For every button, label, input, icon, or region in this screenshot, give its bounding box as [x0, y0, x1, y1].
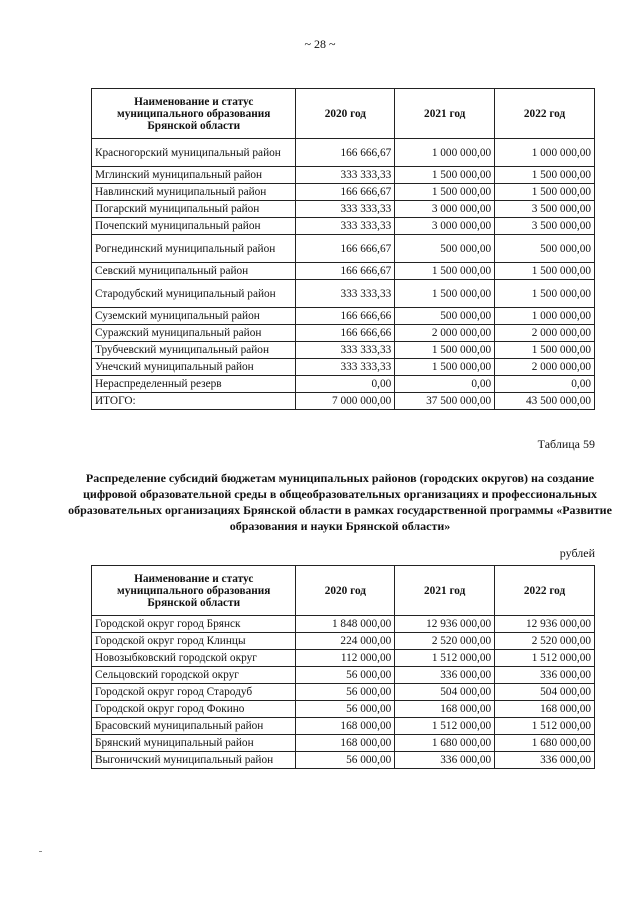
amount-cell: 168 000,00: [296, 735, 395, 752]
amount-cell: 1 512 000,00: [495, 650, 595, 667]
amount-cell: 56 000,00: [296, 684, 395, 701]
municipality-name-cell: Почепский муниципальный район: [92, 218, 296, 235]
municipality-name-cell: Погарский муниципальный район: [92, 201, 296, 218]
municipality-name-cell: Рогнединский муниципальный район: [92, 235, 296, 263]
table-row: [92, 263, 595, 280]
amount-cell: 3 500 000,00: [495, 218, 595, 235]
table-row: [92, 184, 595, 201]
table-row: [92, 359, 595, 376]
page-number: ~ 28 ~: [304, 37, 336, 51]
table-row: [92, 616, 595, 633]
municipality-name-cell: Новозыбковский городской округ: [92, 650, 296, 667]
municipality-name-cell: Городской округ город Стародуб: [92, 684, 296, 701]
amount-cell: 504 000,00: [395, 684, 495, 701]
column-header-2022: 2022 год: [495, 89, 595, 139]
column-header-2022: 2022 год: [495, 566, 595, 616]
amount-cell: 1 500 000,00: [495, 167, 595, 184]
amount-cell: 1 500 000,00: [395, 184, 495, 201]
table-row: [92, 201, 595, 218]
amount-cell: 56 000,00: [296, 701, 395, 718]
table-row: [92, 735, 595, 752]
table-row: [92, 752, 595, 769]
amount-cell: 504 000,00: [495, 684, 595, 701]
amount-cell: 1 512 000,00: [395, 650, 495, 667]
municipality-name-cell: Городской округ город Брянск: [92, 616, 296, 633]
municipality-name-cell: Сельцовский городской округ: [92, 667, 296, 684]
amount-cell: 333 333,33: [296, 359, 395, 376]
table-header-row: [92, 566, 595, 616]
amount-cell: 168 000,00: [395, 701, 495, 718]
scan-artifact: [39, 851, 42, 852]
amount-cell: 1 500 000,00: [495, 342, 595, 359]
amount-cell: 336 000,00: [495, 667, 595, 684]
table-row: [92, 139, 595, 167]
table-row: [92, 308, 595, 325]
amount-cell: 1 500 000,00: [395, 342, 495, 359]
amount-cell: 43 500 000,00: [495, 393, 595, 410]
municipality-name-cell: Брянский муниципальный район: [92, 735, 296, 752]
amount-cell: 1 500 000,00: [495, 280, 595, 308]
amount-cell: 2 000 000,00: [495, 325, 595, 342]
amount-cell: 166 666,67: [296, 139, 395, 167]
municipality-name-cell: Городской округ город Клинцы: [92, 633, 296, 650]
amount-cell: 1 680 000,00: [495, 735, 595, 752]
municipality-name-cell: Севский муниципальный район: [92, 263, 296, 280]
amount-cell: 2 000 000,00: [495, 359, 595, 376]
amount-cell: 1 500 000,00: [395, 280, 495, 308]
amount-cell: 1 500 000,00: [495, 184, 595, 201]
amount-cell: 166 666,67: [296, 184, 395, 201]
amount-cell: 336 000,00: [395, 667, 495, 684]
table-heading: Распределение субсидий бюджетам муниципальных районов (городских округов) на создание цифровой образовательной среды в общеобразовательных организациях и профессиональных образовательных организациях Брянской области в рамках государственной программы «Развитие образования и науки Брянской области»: [68, 471, 612, 533]
currency-unit: рублей: [559, 546, 595, 560]
amount-cell: 168 000,00: [495, 701, 595, 718]
municipality-name-cell: Унечский муниципальный район: [92, 359, 296, 376]
amount-cell: 1 500 000,00: [495, 263, 595, 280]
amount-cell: 1 680 000,00: [395, 735, 495, 752]
amount-cell: 1 000 000,00: [495, 308, 595, 325]
table-row: [92, 167, 595, 184]
amount-cell: 333 333,33: [296, 167, 395, 184]
amount-cell: 224 000,00: [296, 633, 395, 650]
amount-cell: 336 000,00: [495, 752, 595, 769]
amount-cell: 166 666,67: [296, 263, 395, 280]
table-row: [92, 701, 595, 718]
amount-cell: 0,00: [296, 376, 395, 393]
amount-cell: 500 000,00: [395, 308, 495, 325]
column-header-municipality: Наименование и статус муниципального образования Брянской области: [92, 566, 296, 616]
amount-cell: 336 000,00: [395, 752, 495, 769]
column-header-2020: 2020 год: [296, 566, 395, 616]
table-row: [92, 376, 595, 393]
municipality-name-cell: Красногорский муниципальный район: [92, 139, 296, 167]
amount-cell: 37 500 000,00: [395, 393, 495, 410]
municipality-name-cell: ИТОГО:: [92, 393, 296, 410]
table-row: [92, 393, 595, 410]
amount-cell: 0,00: [395, 376, 495, 393]
amount-cell: 166 666,66: [296, 325, 395, 342]
municipality-name-cell: Стародубский муниципальный район: [92, 280, 296, 308]
amount-cell: 112 000,00: [296, 650, 395, 667]
amount-cell: 2 520 000,00: [495, 633, 595, 650]
table-row: [92, 718, 595, 735]
table-row: [92, 280, 595, 308]
amount-cell: 333 333,33: [296, 342, 395, 359]
table-header-row: [92, 89, 595, 139]
amount-cell: 333 333,33: [296, 201, 395, 218]
amount-cell: 0,00: [495, 376, 595, 393]
amount-cell: 2 520 000,00: [395, 633, 495, 650]
amount-cell: 3 500 000,00: [495, 201, 595, 218]
municipality-name-cell: Суземский муниципальный район: [92, 308, 296, 325]
table-number-label: Таблица 59: [537, 437, 595, 451]
digital-environment-subsidy-table: [91, 565, 595, 769]
column-header-2021: 2021 год: [395, 566, 495, 616]
amount-cell: 333 333,33: [296, 280, 395, 308]
table-row: [92, 342, 595, 359]
amount-cell: 1 000 000,00: [395, 139, 495, 167]
amount-cell: 500 000,00: [395, 235, 495, 263]
column-header-2020: 2020 год: [296, 89, 395, 139]
table-row: [92, 650, 595, 667]
municipality-name-cell: Мглинский муниципальный район: [92, 167, 296, 184]
column-header-2021: 2021 год: [395, 89, 495, 139]
amount-cell: 12 936 000,00: [395, 616, 495, 633]
table-row: [92, 325, 595, 342]
amount-cell: 3 000 000,00: [395, 201, 495, 218]
amount-cell: 168 000,00: [296, 718, 395, 735]
subsidy-table-continued: [91, 88, 595, 410]
municipality-name-cell: Городской округ город Фокино: [92, 701, 296, 718]
amount-cell: 3 000 000,00: [395, 218, 495, 235]
table-row: [92, 218, 595, 235]
amount-cell: 1 500 000,00: [395, 263, 495, 280]
municipality-name-cell: Брасовский муниципальный район: [92, 718, 296, 735]
amount-cell: 1 500 000,00: [395, 167, 495, 184]
amount-cell: 166 666,66: [296, 308, 395, 325]
amount-cell: 1 512 000,00: [495, 718, 595, 735]
amount-cell: 2 000 000,00: [395, 325, 495, 342]
amount-cell: 56 000,00: [296, 752, 395, 769]
municipality-name-cell: Суражский муниципальный район: [92, 325, 296, 342]
amount-cell: 56 000,00: [296, 667, 395, 684]
table-row: [92, 633, 595, 650]
amount-cell: 12 936 000,00: [495, 616, 595, 633]
municipality-name-cell: Нераспределенный резерв: [92, 376, 296, 393]
amount-cell: 166 666,67: [296, 235, 395, 263]
table-body: [92, 139, 595, 410]
municipality-name-cell: Трубчевский муниципальный район: [92, 342, 296, 359]
table-row: [92, 235, 595, 263]
column-header-municipality: Наименование и статус муниципального образования Брянской области: [92, 89, 296, 139]
amount-cell: 1 512 000,00: [395, 718, 495, 735]
table-row: [92, 684, 595, 701]
table-body: [92, 616, 595, 769]
amount-cell: 7 000 000,00: [296, 393, 395, 410]
municipality-name-cell: Выгоничский муниципальный район: [92, 752, 296, 769]
amount-cell: 500 000,00: [495, 235, 595, 263]
municipality-name-cell: Навлинский муниципальный район: [92, 184, 296, 201]
amount-cell: 1 000 000,00: [495, 139, 595, 167]
amount-cell: 1 500 000,00: [395, 359, 495, 376]
table-row: [92, 667, 595, 684]
amount-cell: 333 333,33: [296, 218, 395, 235]
amount-cell: 1 848 000,00: [296, 616, 395, 633]
